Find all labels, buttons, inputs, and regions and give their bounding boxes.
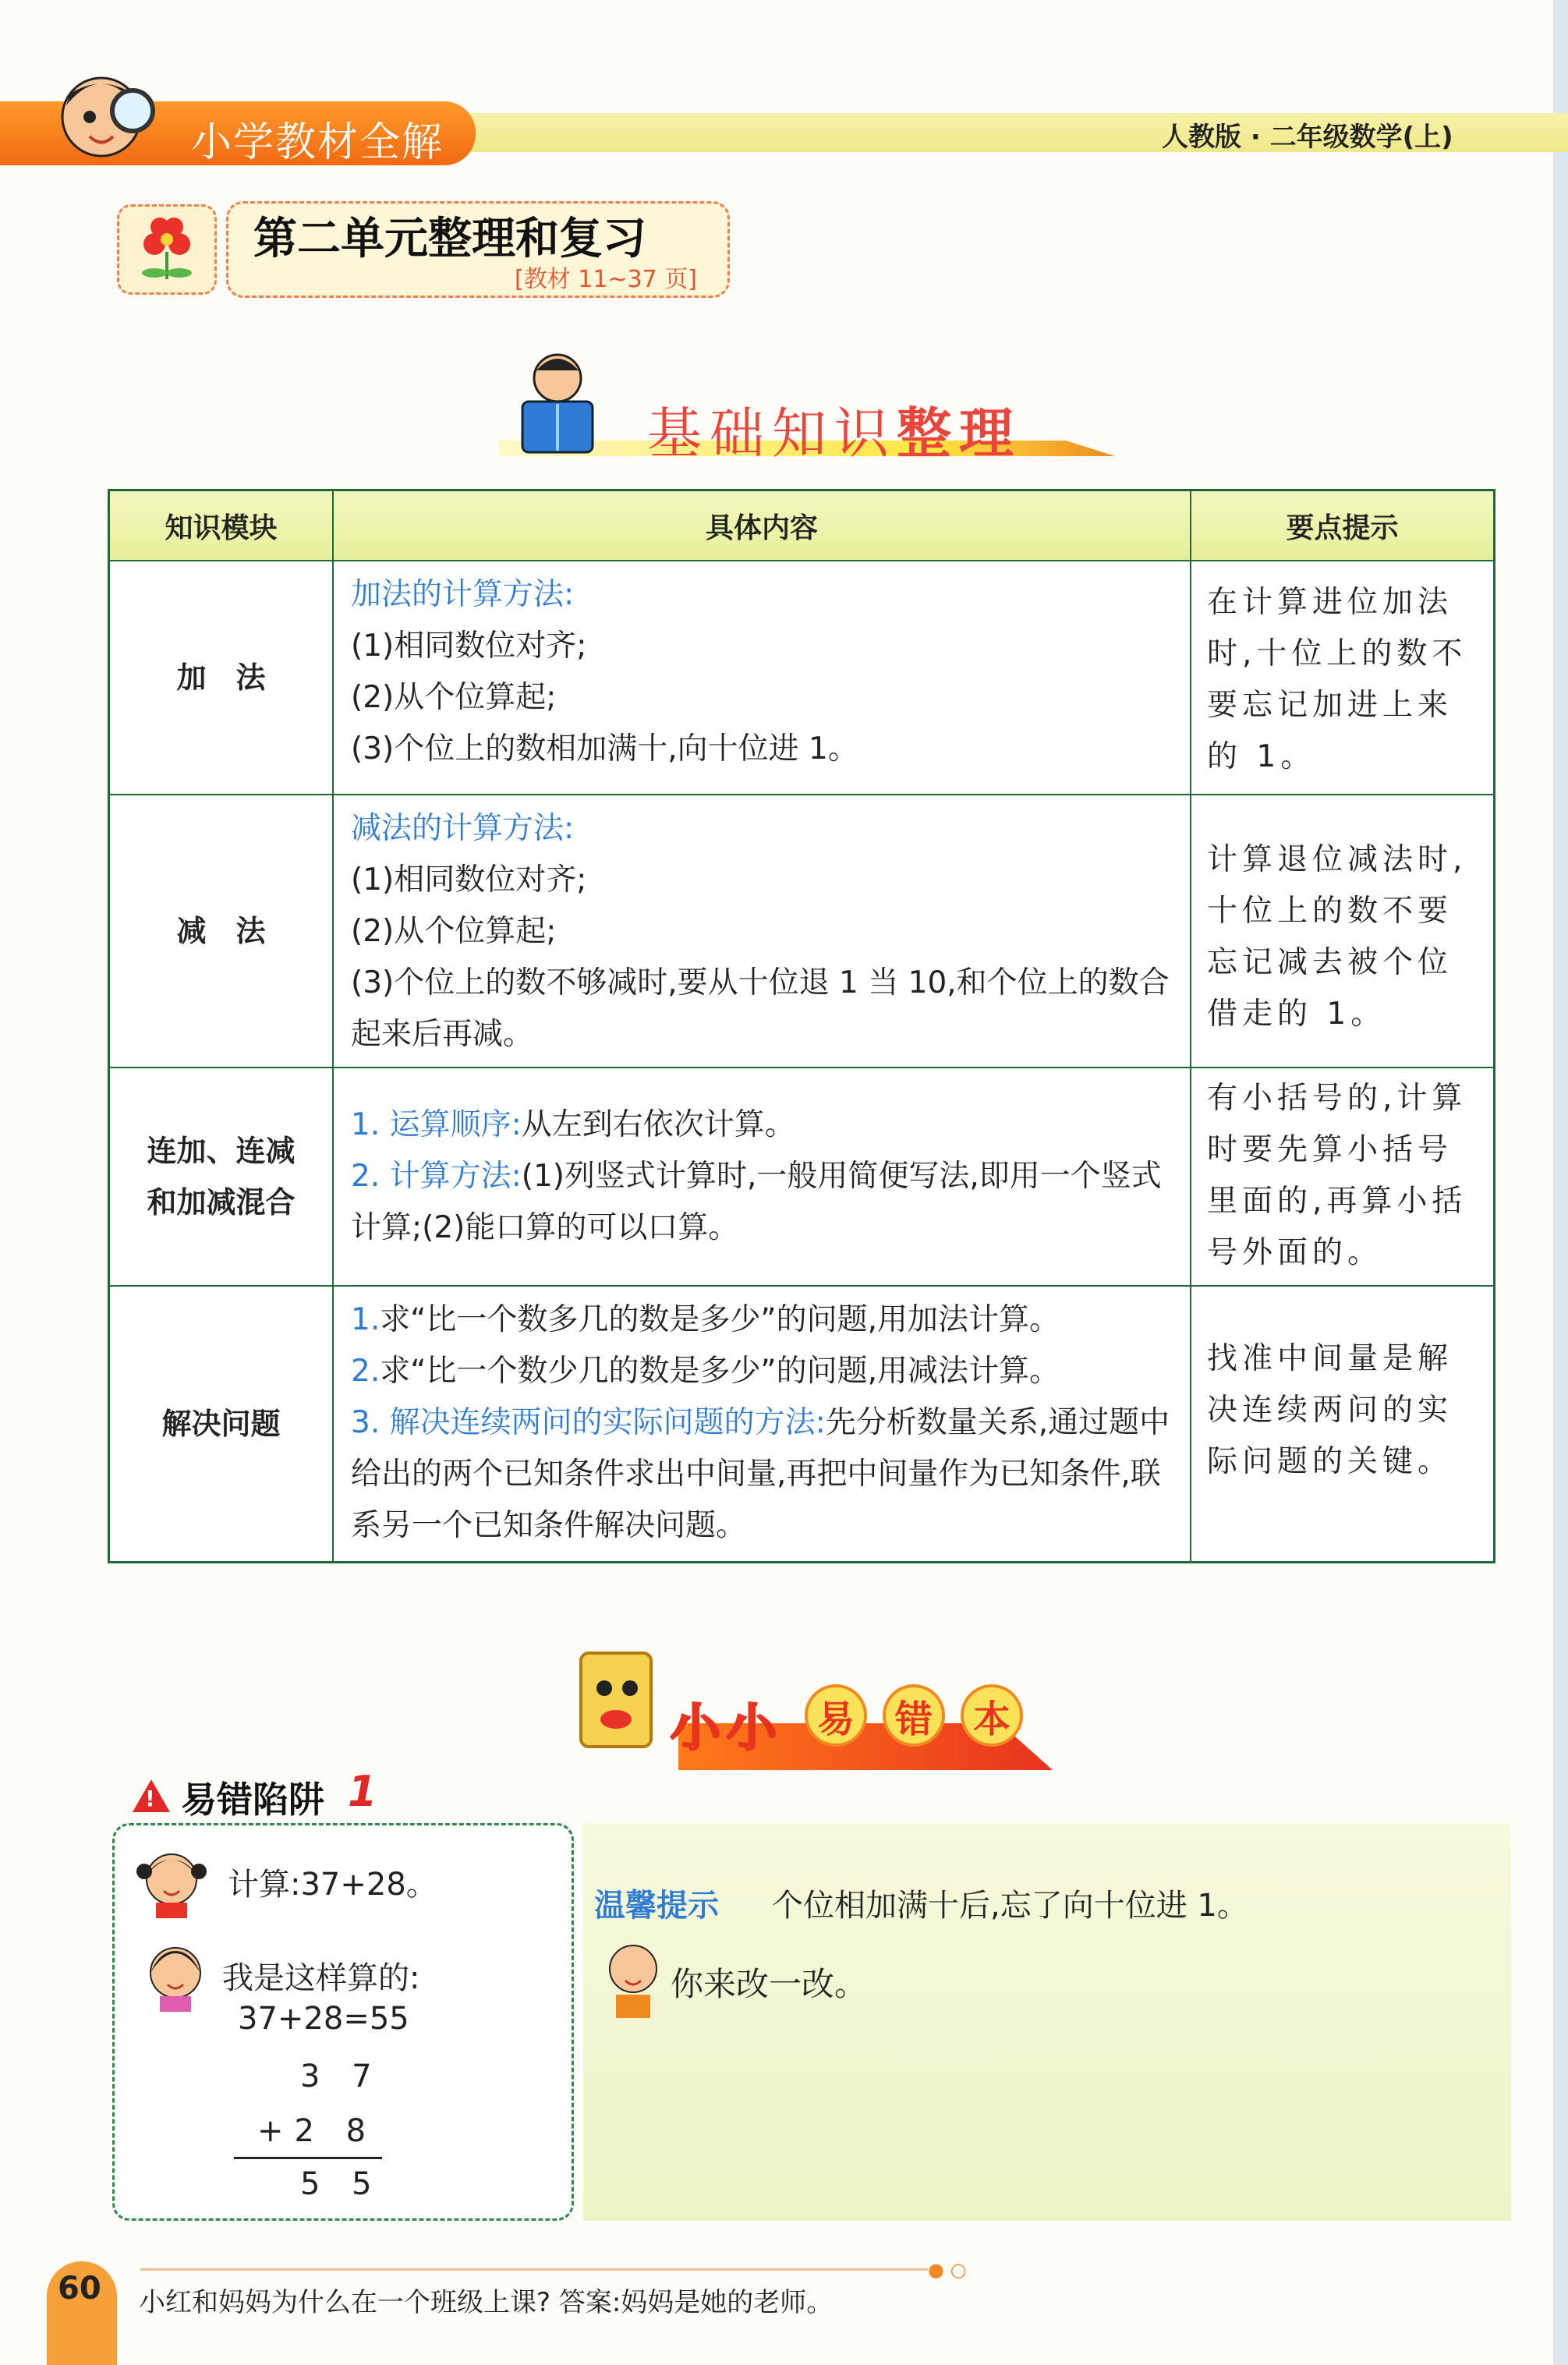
reading-boy-icon <box>499 343 616 460</box>
item-text: 求“比一个数少几的数是多少”的问题,用减法计算。 <box>380 1354 1060 1389</box>
mistakes-title-char: 小 <box>671 1700 720 1758</box>
tip-subtraction: 计算退位减法时,十位上的数不要忘记减去被个位借走的 1。 <box>1191 795 1493 1068</box>
warning-mark: ! <box>145 1786 155 1811</box>
content-subtraction <box>334 795 1191 1068</box>
edition-label: 人教版 · 二年级数学(上) <box>1162 122 1453 153</box>
vertical-calc-rule <box>234 2157 382 2159</box>
content-problem-solving <box>334 1287 1191 1561</box>
module-subtraction: 减 法 <box>110 795 334 1068</box>
mistakes-title-char: 小 <box>727 1700 777 1758</box>
footer-riddle: 小红和妈妈为什么在一个班级上课? 答案:妈妈是她的老师。 <box>139 2287 834 2318</box>
mistakes-title-bubble: 错 <box>883 1684 945 1747</box>
girl-avatar-icon <box>133 1840 211 1918</box>
table-header-content: 具体内容 <box>334 491 1191 561</box>
table-header-tip: 要点提示 <box>1191 491 1493 561</box>
content-addition <box>334 561 1191 795</box>
item-label: 2. <box>351 1354 380 1389</box>
footer-rule <box>140 2268 928 2271</box>
trap-question: 计算:37+28。 <box>228 1867 437 1903</box>
content-line: (1)相同数位对齐; <box>351 628 587 664</box>
tip-addition: 在计算进位加法时,十位上的数不要忘记加进上来的 1。 <box>1191 561 1493 795</box>
content-item <box>351 1099 1173 1151</box>
fix-prompt: 你来改一改。 <box>671 1965 868 2003</box>
content-item <box>351 1151 1173 1254</box>
item-label: 2. 计算方法: <box>351 1159 522 1194</box>
page-edge <box>1553 0 1568 2365</box>
content-line: (3)个位上的数相加满十,向十位进 1。 <box>351 731 858 767</box>
trap-number: 1 <box>348 1767 377 1816</box>
girl-avatar-icon <box>136 1934 214 2012</box>
module-line: 和加减混合 <box>147 1185 296 1220</box>
book-character-icon <box>561 1645 671 1762</box>
item-label: 3. 解决连续两问的实际问题的方法: <box>351 1405 826 1440</box>
module-mixed <box>110 1068 334 1287</box>
content-item <box>351 1294 1173 1346</box>
content-title: 减法的计算方法: <box>351 811 575 846</box>
vertical-calc-middle: +2 8 <box>257 2113 377 2149</box>
boy-avatar-icon <box>594 1934 672 2020</box>
trap-equation: 37+28=55 <box>238 2001 409 2037</box>
content-item <box>351 1346 1173 1397</box>
flower-badge <box>117 204 217 295</box>
section-title-part-a: 基础知识 <box>647 402 897 466</box>
vertical-calc-top: 3 7 <box>300 2059 383 2094</box>
book-title: 小学教材全解 <box>191 119 444 166</box>
content-item <box>351 1397 1173 1552</box>
item-label: 1. <box>351 1302 380 1337</box>
content-mixed <box>334 1068 1191 1287</box>
knowledge-table <box>108 489 1495 1563</box>
flower-icon <box>119 207 214 292</box>
module-problem-solving: 解决问题 <box>110 1287 334 1561</box>
content-line: (3)个位上的数不够减时,要从十位退 1 当 10,和个位上的数合起来后再减。 <box>351 965 1170 1052</box>
item-text: 从左到右依次计算。 <box>521 1107 795 1142</box>
trap-answer-intro: 我是这样算的: <box>222 1960 420 1996</box>
item-text: 求“比一个数多几的数是多少”的问题,用加法计算。 <box>380 1302 1060 1337</box>
section-title-knowledge <box>647 390 1021 469</box>
boy-with-magnifier-icon <box>47 62 164 179</box>
item-label: 1. 运算顺序: <box>351 1107 522 1142</box>
mistakes-title-bubble: 易 <box>805 1684 867 1747</box>
tip-mixed: 有小括号的,计算时要先算小括号里面的,再算小括号外面的。 <box>1191 1068 1493 1287</box>
content-line: (2)从个位算起; <box>351 914 557 949</box>
content-title: 加法的计算方法: <box>351 577 575 612</box>
hint-label: 温馨提示 <box>594 1888 719 1924</box>
module-line: 连加、连减 <box>147 1134 296 1168</box>
table-header-module: 知识模块 <box>110 491 334 561</box>
footer-dots: ● ○ <box>928 2259 967 2281</box>
item-text: (1)列竖式计算时,一般用简便写法,即用一个竖式计算;(2)能口算的可以口算。 <box>351 1159 1162 1245</box>
unit-title: 第二单元整理和复习 <box>253 214 646 264</box>
vertical-calc-result: 5 5 <box>300 2166 383 2202</box>
content-line: (1)相同数位对齐; <box>351 862 587 897</box>
section-title-part-b: 整理 <box>897 402 1021 466</box>
mistakes-title-bubble: 本 <box>961 1684 1023 1747</box>
item-text: 先分析数量关系,通过题中给出的两个已知条件求出中间量,再把中间量作为已知条件,联系另一个已知条件解决问题。 <box>351 1405 1170 1543</box>
module-addition: 加 法 <box>110 561 334 795</box>
hint-text: 个位相加满十后,忘了向十位进 1。 <box>772 1888 1248 1924</box>
page-number: 60 <box>58 2271 101 2307</box>
tip-problem-solving: 找准中间量是解决连续两问的实际问题的关键。 <box>1207 1341 1453 1479</box>
trap-label: 易错陷阱 <box>181 1779 324 1821</box>
content-line: (2)从个位算起; <box>351 680 557 715</box>
unit-pages: [教材 11~37 页] <box>515 266 697 293</box>
